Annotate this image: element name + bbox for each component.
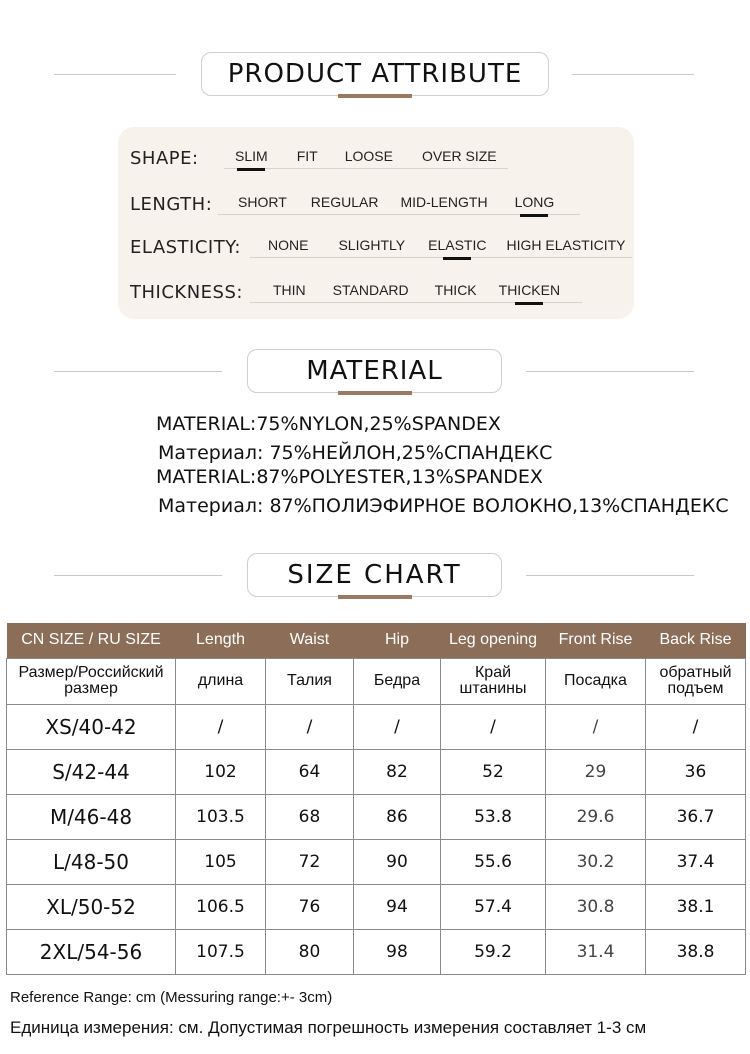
attr-option-selected: LONG [514, 194, 555, 210]
size-chart-header [0, 553, 750, 599]
header-divider-left [54, 371, 222, 372]
measurement-cell: / [266, 704, 354, 749]
measurement-cell: / [546, 704, 646, 749]
measurement-cell: / [354, 704, 441, 749]
attr-row-elasticity [130, 228, 632, 258]
measurement-cell: 82 [354, 749, 441, 794]
attr-options [218, 185, 580, 215]
table-row [7, 704, 746, 749]
header-accent-bar [338, 94, 412, 98]
measurement-cell: 38.8 [646, 929, 746, 974]
column-header-ru: обратный подъем [646, 658, 746, 704]
measurement-cell: 36 [646, 749, 746, 794]
attr-option-selected: SLIM [235, 148, 268, 164]
attr-option-selected: THICKEN [498, 282, 561, 298]
section-title: PRODUCT ATTRIBUTE [227, 59, 523, 89]
attr-options [250, 273, 582, 303]
header-pill [247, 349, 502, 393]
column-header-ru: Талия [266, 658, 354, 704]
attr-label: ELASTICITY: [130, 237, 241, 258]
size-cell: 2XL/54-56 [7, 929, 176, 974]
header-divider-right [526, 575, 694, 576]
measurement-cell: 37.4 [646, 839, 746, 884]
measurement-cell: 38.1 [646, 884, 746, 929]
section-title: MATERIAL [306, 356, 443, 386]
measurement-cell: 30.8 [546, 884, 646, 929]
measurement-cell: 72 [266, 839, 354, 884]
header-divider-right [572, 74, 694, 75]
table-header-row [7, 623, 746, 658]
header-pill [201, 52, 549, 96]
attr-option: OVER SIZE [421, 148, 497, 164]
measurement-cell: 57.4 [441, 884, 546, 929]
column-header: Front Rise [546, 623, 646, 658]
attr-row-length [130, 185, 580, 215]
column-header: Waist [266, 623, 354, 658]
size-cell: S/42-44 [7, 749, 176, 794]
section-title: SIZE CHART [287, 560, 462, 590]
attr-option: FIT [296, 148, 318, 164]
footnote-en: Reference Range: cm (Messuring range:+- 3cm) [10, 989, 333, 1006]
column-header-ru: Размер/Российский размер [7, 658, 176, 704]
header-divider-left [54, 575, 222, 576]
material-value: 75%НЕЙЛОН,25%СПАНДЕКС [269, 442, 553, 464]
header-accent-bar [338, 595, 412, 599]
attr-options [250, 228, 632, 258]
measurement-cell: 102 [176, 749, 266, 794]
attr-row-thickness [130, 273, 582, 303]
attr-option: THICK [434, 282, 477, 298]
attr-option: REGULAR [310, 194, 379, 210]
measurement-cell: 52 [441, 749, 546, 794]
material-line [156, 413, 501, 435]
table-row [7, 884, 746, 929]
attr-option: SHORT [238, 194, 287, 210]
column-header: CN SIZE / RU SIZE [7, 623, 176, 658]
header-divider-right [526, 371, 694, 372]
column-header-ru: Посадка [546, 658, 646, 704]
measurement-cell: 105 [176, 839, 266, 884]
column-header: Back Rise [646, 623, 746, 658]
material-header [0, 349, 750, 395]
measurement-cell: 94 [354, 884, 441, 929]
measurement-cell: / [646, 704, 746, 749]
measurement-cell: 59.2 [441, 929, 546, 974]
header-divider-left [54, 74, 176, 75]
measurement-cell: 107.5 [176, 929, 266, 974]
size-cell: L/48-50 [7, 839, 176, 884]
measurement-cell: 80 [266, 929, 354, 974]
material-line [158, 442, 552, 464]
attr-option: MID-LENGTH [400, 194, 488, 210]
measurement-cell: 53.8 [441, 794, 546, 839]
material-label: MATERIAL: [156, 466, 257, 488]
attr-option: THIN [273, 282, 306, 298]
header-accent-bar [338, 391, 412, 395]
measurement-cell: 64 [266, 749, 354, 794]
measurement-cell: 29 [546, 749, 646, 794]
measurement-cell: 103.5 [176, 794, 266, 839]
material-value: 87%POLYESTER,13%SPANDEX [256, 466, 543, 488]
material-value: 75%NYLON,25%SPANDEX [256, 413, 501, 435]
table-row [7, 794, 746, 839]
footnote-ru: Единица измерения: см. Допустимая погрешность измерения составляет 1-3 см [10, 1018, 647, 1037]
product-attribute-header [0, 52, 750, 98]
attr-option-selected: ELASTIC [428, 237, 487, 253]
measurement-cell: 31.4 [546, 929, 646, 974]
material-line [156, 466, 543, 488]
size-cell: XS/40-42 [7, 704, 176, 749]
measurement-cell: 30.2 [546, 839, 646, 884]
size-cell: XL/50-52 [7, 884, 176, 929]
measurement-cell: 68 [266, 794, 354, 839]
attr-label: THICKNESS: [130, 282, 243, 303]
attr-label: SHAPE: [130, 148, 199, 169]
header-pill [247, 553, 502, 597]
table-row [7, 929, 746, 974]
attr-option: SLIGHTLY [338, 237, 406, 253]
attr-options [224, 139, 508, 169]
attr-option: STANDARD [332, 282, 409, 298]
table-row [7, 749, 746, 794]
measurement-cell: / [441, 704, 546, 749]
measurement-cell: / [176, 704, 266, 749]
measurement-cell: 76 [266, 884, 354, 929]
attr-option: HIGH ELASTICITY [506, 237, 626, 253]
table-header-ru-row [7, 658, 746, 704]
material-label: Материал: [158, 495, 264, 517]
attr-row-shape [130, 139, 508, 169]
material-value: 87%ПОЛИЭФИРНОЕ ВОЛОКНО,13%СПАНДЕКС [269, 495, 729, 517]
column-header: Leg opening [441, 623, 546, 658]
measurement-cell: 90 [354, 839, 441, 884]
size-chart-table [6, 623, 746, 975]
measurement-cell: 98 [354, 929, 441, 974]
column-header: Length [176, 623, 266, 658]
material-line [158, 495, 729, 517]
attr-option: NONE [268, 237, 309, 253]
measurement-cell: 86 [354, 794, 441, 839]
column-header-ru: длина [176, 658, 266, 704]
attribute-panel [118, 127, 634, 319]
material-label: Материал: [158, 442, 264, 464]
table-row [7, 839, 746, 884]
measurement-cell: 36.7 [646, 794, 746, 839]
size-cell: M/46-48 [7, 794, 176, 839]
measurement-cell: 55.6 [441, 839, 546, 884]
measurement-cell: 106.5 [176, 884, 266, 929]
column-header-ru: Бедра [354, 658, 441, 704]
attr-label: LENGTH: [130, 194, 213, 215]
attr-option: LOOSE [344, 148, 393, 164]
material-label: MATERIAL: [156, 413, 257, 435]
measurement-cell: 29.6 [546, 794, 646, 839]
column-header: Hip [354, 623, 441, 658]
column-header-ru: Край штанины [441, 658, 546, 704]
